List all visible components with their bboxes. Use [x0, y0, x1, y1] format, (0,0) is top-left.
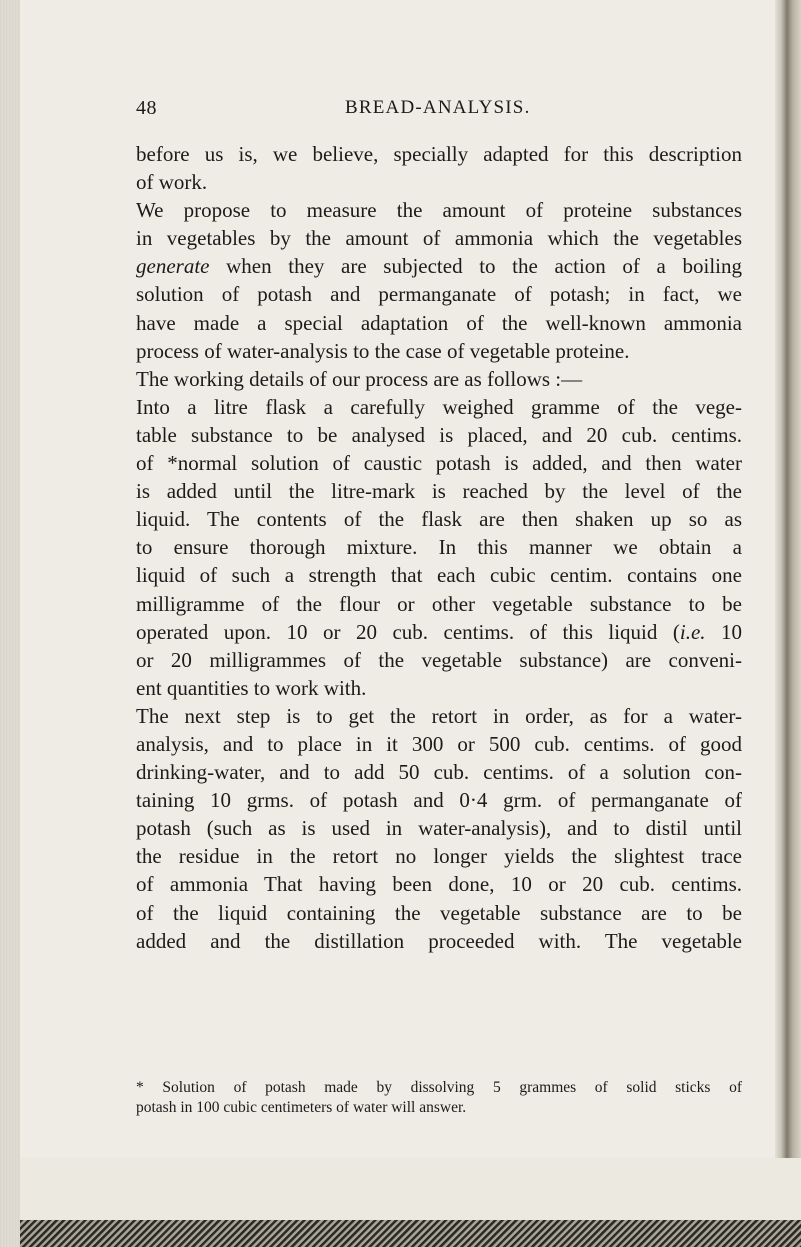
text-segment: 10 [705, 619, 742, 644]
text-line: potash (such as is used in water-analysis), and to distil until [136, 816, 742, 841]
text-line: process of water-analysis to the case of vegetable proteine. [136, 338, 630, 363]
text-line: ent quantities to work with. [136, 675, 367, 700]
text-segment: operated upon. 10 or 20 cub. centims. of this liquid ( [136, 619, 680, 644]
text-line: taining 10 grms. of potash and 0·4 grm. of permanganate of [136, 788, 742, 813]
page-gutter-shadow [775, 0, 801, 1247]
running-head [136, 97, 736, 123]
text-line: drinking-water, and to add 50 cub. centims. of a solution con- [136, 760, 742, 785]
text-line: We propose to measure the amount of proteine substances [136, 198, 742, 223]
italic-segment: generate [136, 254, 210, 279]
text-line: is added until the litre-mark is reached by the level of the [136, 479, 742, 504]
text-line: have made a special adaptation of the well-known ammonia [136, 310, 742, 335]
text-line: The working details of our process are as follows :— [136, 366, 583, 391]
text-segment: when they are subjected to the action of a boiling [209, 254, 742, 279]
page-number: 48 [136, 97, 157, 119]
text-line: Into a litre flask a carefully weighed gramme of the vege- [136, 394, 742, 419]
text-line: to ensure thorough mixture. In this manner we obtain a [136, 535, 742, 560]
text-line: liquid. The contents of the flask are then shaken up so as [136, 507, 742, 532]
body-text [136, 140, 742, 955]
text-line [136, 618, 742, 646]
running-title: BREAD-ANALYSIS. [345, 97, 531, 118]
text-line: analysis, and to place in it 300 or 500 cub. centims. of good [136, 731, 742, 756]
text-line: The next step is to get the retort in order, as for a water- [136, 703, 742, 728]
text-line: before us is, we believe, specially adapted for this description [136, 142, 742, 166]
text-line: in vegetables by the amount of ammonia which the vegetables [136, 226, 742, 251]
text-line: added and the distillation proceeded with. The vegetable [136, 928, 742, 953]
text-line: of *normal solution of caustic potash is added, and then water [136, 451, 742, 476]
text-line: of ammonia That having been done, 10 or 20 cub. centims. [136, 872, 742, 897]
text-line: table substance to be analysed is placed, and 20 cub. centims. [136, 422, 742, 447]
text-line: of the liquid containing the vegetable substance are to be [136, 900, 742, 925]
footnote-line: potash in 100 cubic centimeters of water will answer. [136, 1099, 467, 1116]
text-line: of work. [136, 170, 208, 195]
page-left-edge [0, 0, 20, 1247]
text-line: liquid of such a strength that each cubic centim. contains one [136, 563, 742, 588]
footnote-line: * Solution of potash made by dissolving 5 grammes of solid sticks of [136, 1079, 742, 1096]
text-line: or 20 milligrammes of the vegetable substance) are conveni- [136, 647, 742, 672]
text-line: the residue in the retort no longer yields the slightest trace [136, 844, 742, 869]
italic-segment: i.e. [679, 619, 706, 644]
text-line: milligramme of the flour or other vegetable substance to be [136, 591, 742, 616]
page-stack-edge [20, 1220, 801, 1247]
text-line: solution of potash and permanganate of potash; in fact, we [136, 282, 742, 307]
footnote [136, 1078, 742, 1118]
text-line [136, 252, 742, 280]
